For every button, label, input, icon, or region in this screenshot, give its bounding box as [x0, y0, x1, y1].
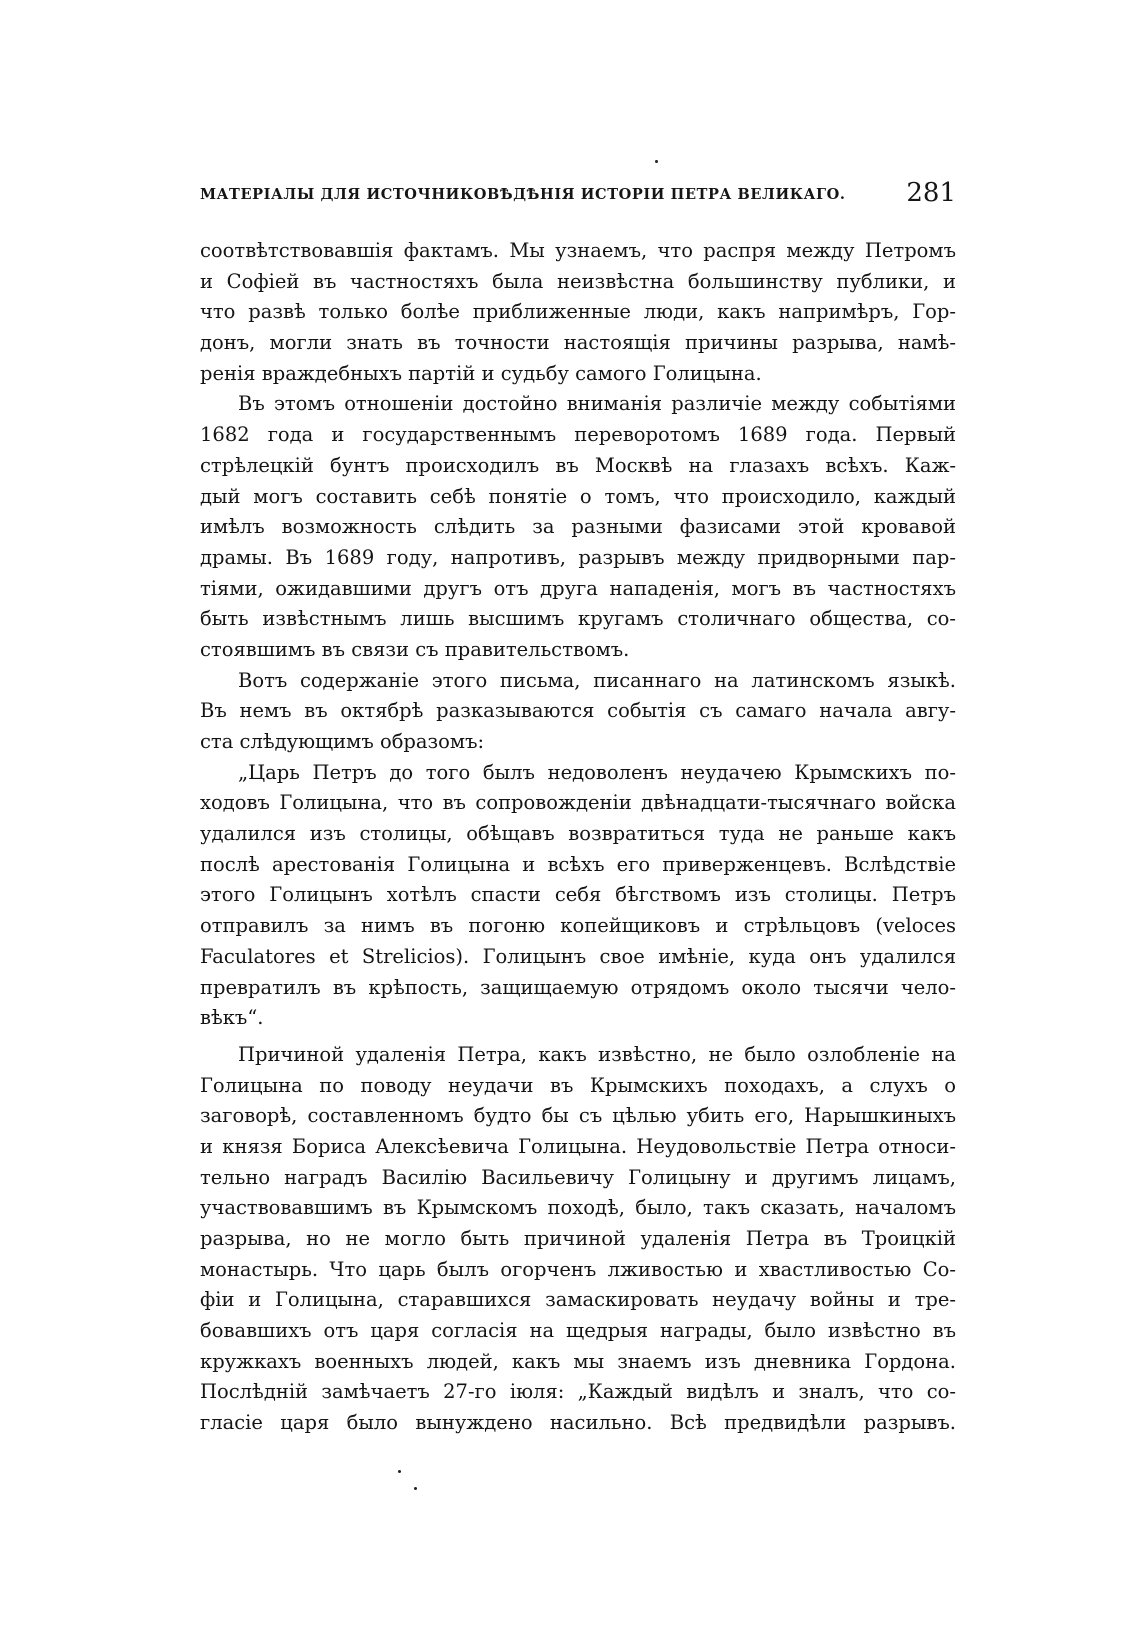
text-line: фіи и Голицына, старавшихся замаскировать неудачу войны и тре- — [200, 1288, 956, 1312]
text-line: ста слѣдующимъ образомъ: — [200, 730, 485, 753]
text-line: соотвѣтствовавшія фактамъ. Мы узнаемъ, что распря между Петромъ — [200, 239, 956, 262]
text-line: дый могъ составить себѣ понятіе о томъ, что происходило, каждый — [200, 484, 956, 508]
text-line: тіями, ожидавшими другъ отъ друга нападенія, могъ въ частностяхъ — [200, 576, 956, 600]
text-line: Голицына по поводу неудачи въ Крымскихъ походахъ, а слухъ о — [200, 1073, 956, 1097]
text-line: стоявшимъ въ связи съ правительствомъ. — [200, 637, 630, 661]
text-line: участвовавшимъ въ Крымскомъ походѣ, было, такъ сказать, началомъ — [200, 1196, 956, 1220]
text-line: разрыва, но не могло быть причиной удаленія Петра въ Троицкій — [200, 1227, 956, 1250]
text-line: что развѣ только болѣе приближенные люди, какъ напримѣръ, Гор- — [200, 300, 956, 324]
page-number: 281 — [906, 178, 956, 208]
text-line: Faculatores et Strelicios). Голицынъ свое имѣніе, куда онъ удалился — [200, 944, 956, 968]
text-line: отправилъ за нимъ въ погоню копейщиковъ и стрѣльцовъ (veloces — [200, 914, 956, 938]
text-line: кружкахъ военныхъ людей, какъ мы знаемъ изъ дневника Гордона. — [200, 1349, 956, 1373]
ink-speck — [655, 160, 658, 163]
text-line: донъ, могли знать въ точности настоящія причины разрыва, намѣ- — [200, 331, 956, 355]
running-title: МАТЕРІАЛЫ ДЛЯ ИСТОЧНИКОВѢДѢНІЯ ИСТОРІИ ПЕТРА ВЕЛИКАГО. — [200, 186, 846, 203]
text-line: гласіе царя было вынуждено насильно. Всѣ предвидѣли разрывъ. — [200, 1411, 956, 1435]
text-line: ходовъ Голицына, что въ сопровожденіи двѣнадцати-тысячнаго войска — [200, 791, 956, 815]
text-line: этого Голицынъ хотѣлъ спасти себя бѣгствомъ изъ столицы. Петръ — [200, 883, 956, 907]
text-line: превратилъ въ крѣпость, защищаемую отрядомъ около тысячи чело- — [200, 975, 956, 999]
paragraph-start-line: Вотъ содержаніе этого письма, писаннаго на латинскомъ языкѣ. — [238, 668, 956, 692]
text-line: ренія враждебныхъ партій и судьбу самого Голицына. — [200, 361, 762, 385]
text-line: 1682 года и государственнымъ переворотомъ 1689 года. Первый — [200, 423, 956, 447]
text-line: имѣлъ возможность слѣдить за разными фазисами этой кровавой — [200, 515, 956, 539]
ink-speck — [398, 1470, 401, 1473]
text-line: Въ немъ въ октябрѣ разказываются событія съ самаго начала авгу- — [200, 699, 956, 723]
text-line: и князя Бориса Алексѣевича Голицына. Неудовольствіе Петра относи- — [200, 1134, 956, 1158]
paragraph-start-line: Въ этомъ отношеніи достойно вниманія различіе между событіями — [238, 392, 956, 416]
text-line: быть извѣстнымъ лишь высшимъ кругамъ столичнаго общества, со- — [200, 607, 956, 631]
text-line: и Софіей въ частностяхъ была неизвѣстна большинству публики, и — [200, 269, 956, 293]
text-line: бовавшихъ отъ царя согласія на щедрыя награды, было извѣстно въ — [200, 1319, 956, 1343]
text-line: вѣкъ“. — [200, 1006, 264, 1030]
paragraph-start-line: Причиной удаленія Петра, какъ извѣстно, не было озлобленіе на — [238, 1042, 956, 1066]
text-line: послѣ арестованія Голицына и всѣхъ его приверженцевъ. Вслѣдствіе — [200, 852, 956, 876]
text-line: тельно наградъ Василію Васильевичу Голицыну и другимъ лицамъ, — [200, 1165, 956, 1189]
page-header — [200, 178, 956, 216]
text-line: монастырь. Что царь былъ огорченъ лживостью и хвастливостью Со- — [200, 1257, 956, 1281]
text-line: стрѣлецкій бунтъ происходилъ въ Москвѣ на глазахъ всѣхъ. Каж- — [200, 453, 956, 477]
text-line: Послѣдній замѣчаетъ 27-го іюля: „Каждый видѣлъ и зналъ, что со- — [200, 1380, 956, 1404]
text-line: драмы. Въ 1689 году, напротивъ, разрывъ между придворными пар- — [200, 545, 956, 569]
body-text — [200, 236, 956, 1439]
ink-speck — [414, 1487, 417, 1490]
text-line: заговорѣ, составленномъ будто бы съ цѣлью убить его, Нарышкиныхъ — [200, 1104, 956, 1128]
text-line: удалился изъ столицы, обѣщавъ возвратиться туда не раньше какъ — [200, 822, 956, 846]
quote-start-line: „Царь Петръ до того былъ недоволенъ неудачею Крымскихъ по- — [238, 760, 956, 784]
